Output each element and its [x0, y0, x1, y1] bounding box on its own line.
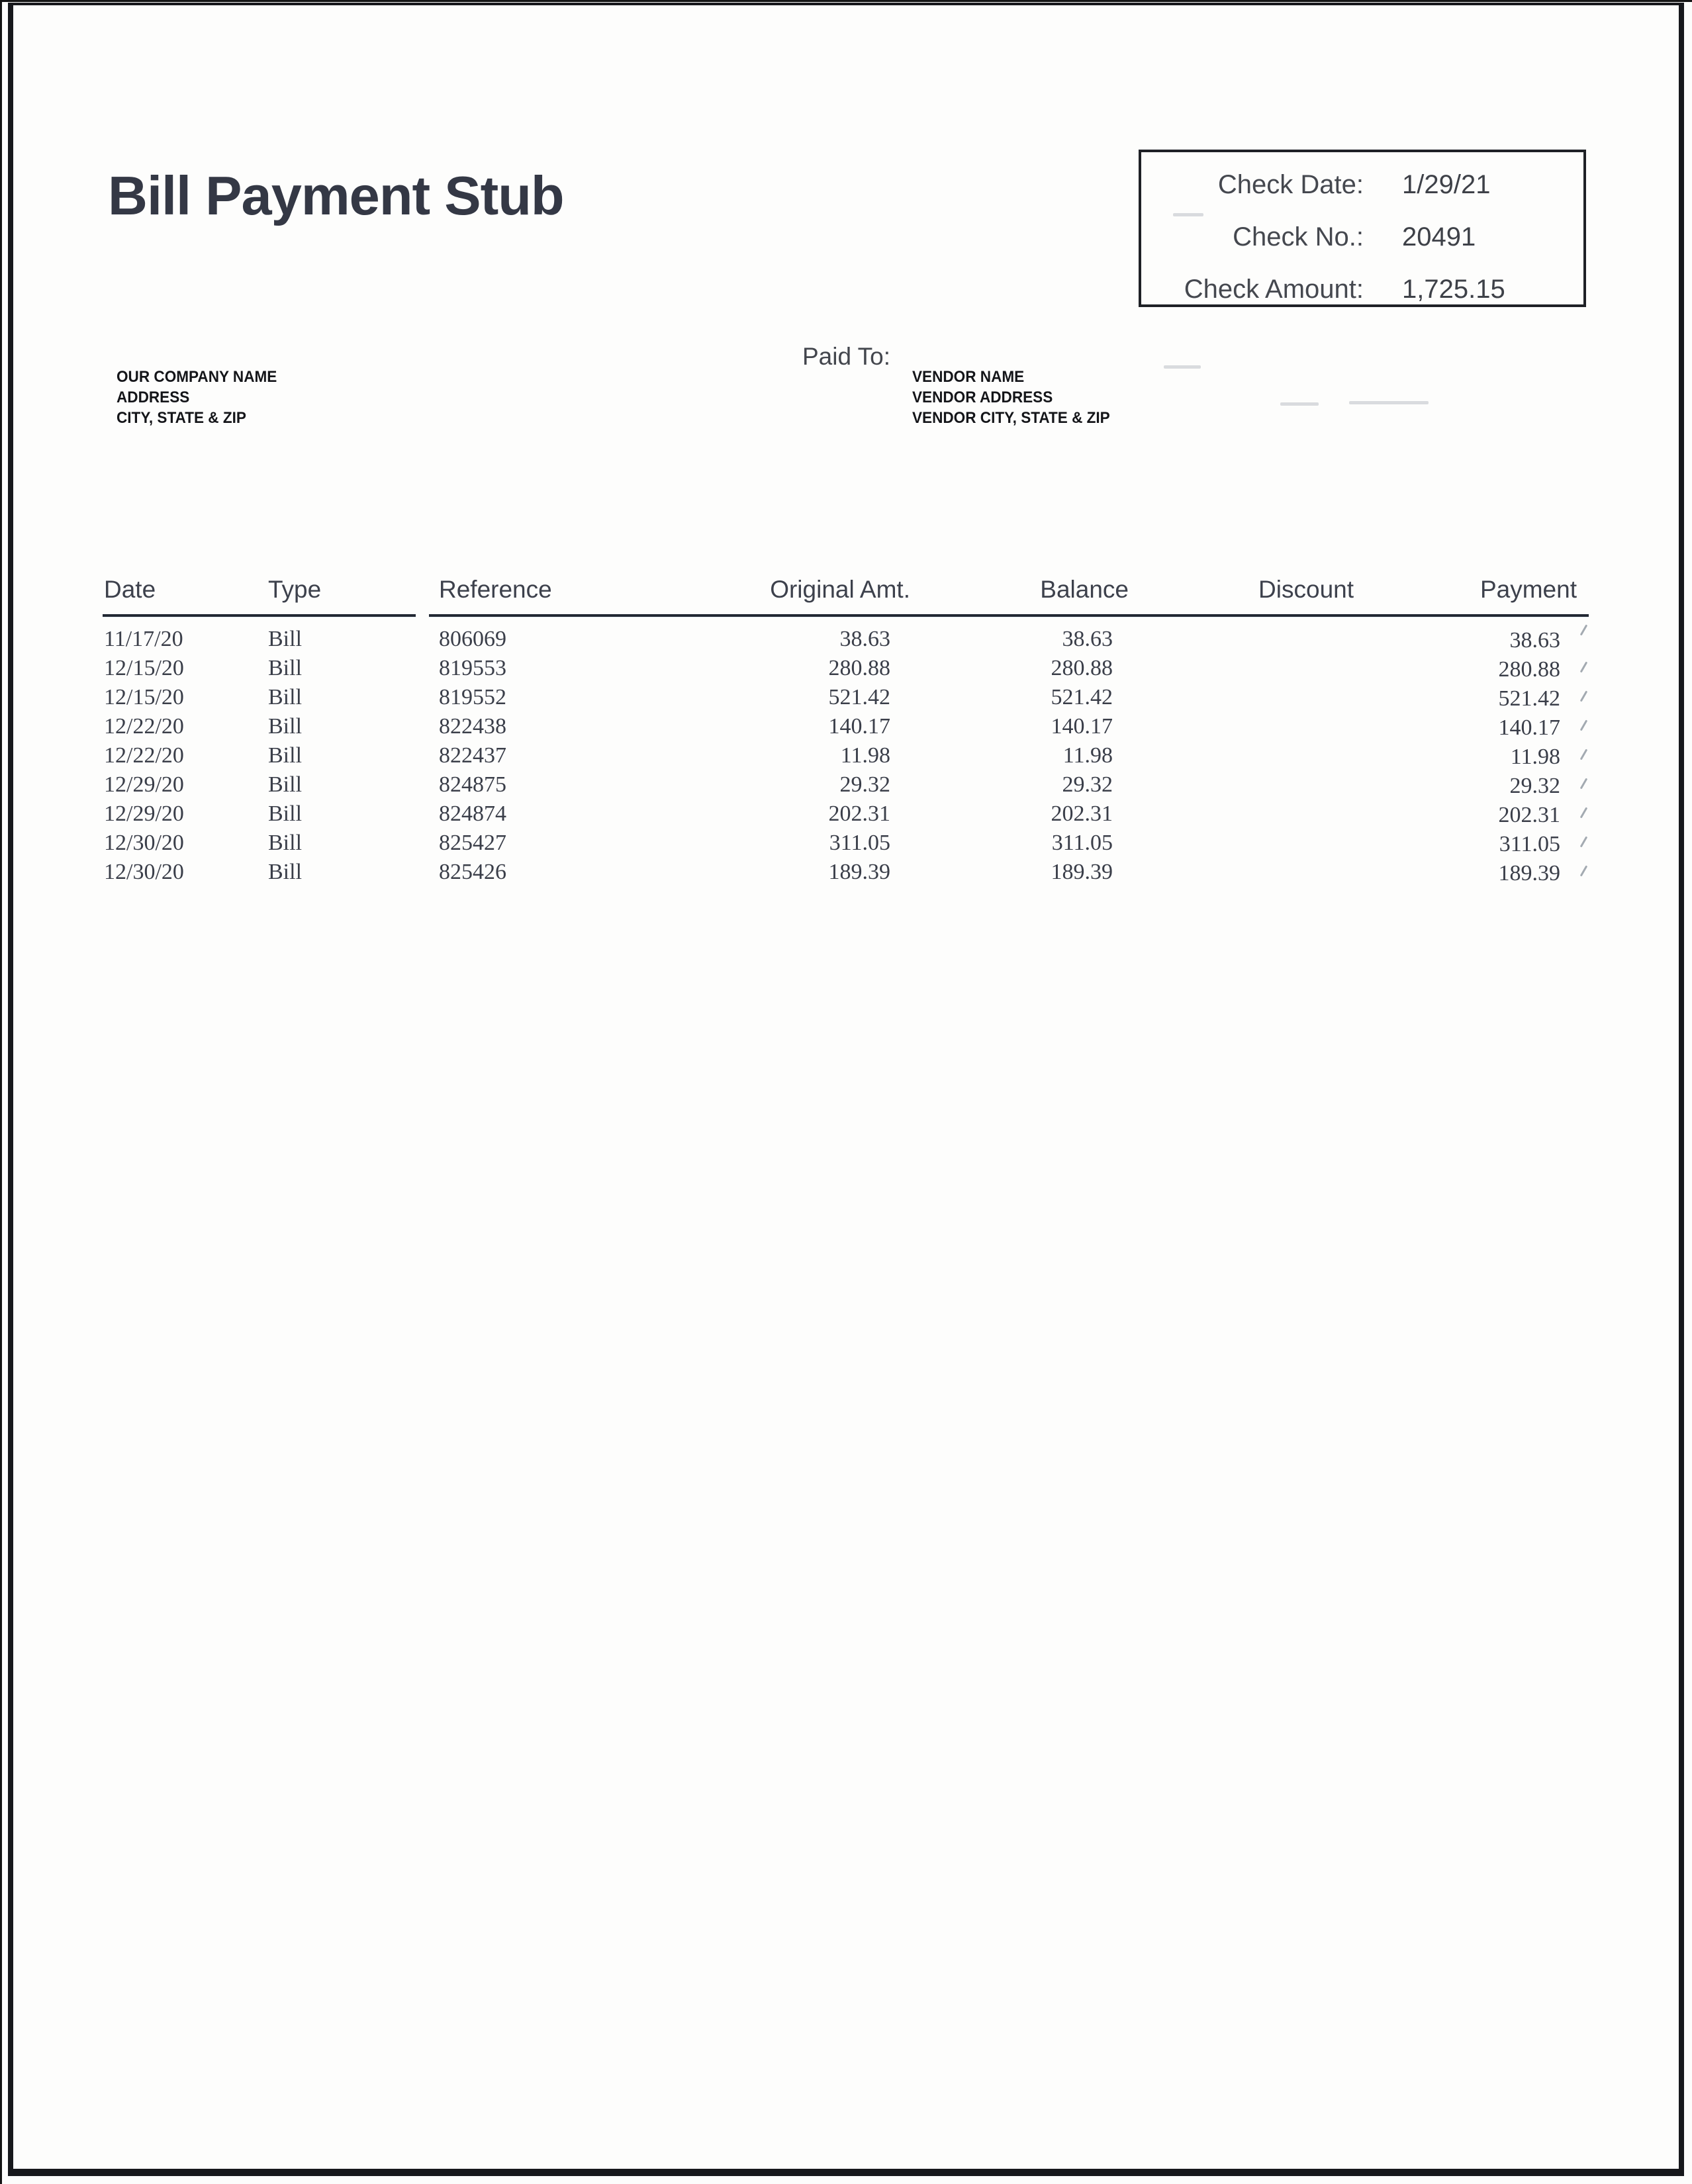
table-row — [103, 770, 1589, 799]
pen-checkmark-icon — [1580, 661, 1588, 672]
cell-discount — [1129, 654, 1360, 683]
cell-balance: 189.39 — [1051, 860, 1113, 884]
cell-payment: 140.17 — [1360, 713, 1589, 743]
cell-original_amt: 280.88 — [828, 656, 890, 680]
table-row — [103, 654, 1589, 683]
scan-artifact — [1173, 213, 1203, 216]
payments-table — [103, 567, 1589, 887]
cell-reference: 825427 — [439, 831, 506, 855]
cell-spacer — [416, 615, 429, 654]
page-title: Bill Payment Stub — [108, 165, 564, 226]
cell-discount — [1129, 829, 1360, 858]
table-row — [103, 858, 1589, 887]
cell-type: Bill — [268, 831, 303, 855]
check-number-row — [1141, 211, 1583, 263]
scan-edge-line — [0, 0, 1692, 2]
vendor-city-state-zip: VENDOR CITY, STATE & ZIP — [912, 409, 1110, 427]
cell-balance: 29.32 — [1062, 772, 1113, 797]
check-amount-row — [1141, 263, 1583, 316]
cell-spacer — [416, 770, 429, 799]
cell-spacer — [416, 858, 429, 887]
table-row — [103, 615, 1589, 654]
check-date-label: Check Date: — [1217, 170, 1364, 199]
cell-balance: 140.17 — [1051, 714, 1113, 739]
table-row — [103, 799, 1589, 829]
cell-date: 12/30/20 — [104, 860, 184, 884]
paid-to-label: Paid To: — [802, 343, 891, 370]
page-border — [8, 3, 1684, 2176]
cell-spacer — [416, 799, 429, 829]
table-row — [103, 712, 1589, 741]
cell-date: 12/22/20 — [104, 714, 184, 739]
cell-original_amt: 38.63 — [839, 627, 890, 651]
check-date-row — [1141, 159, 1583, 211]
cell-payment: 29.32 — [1360, 772, 1589, 801]
column-header-original_amt: Original Amt. — [761, 567, 910, 615]
cell-spacer — [416, 654, 429, 683]
cell-discount — [1129, 683, 1360, 712]
vendor-address: VENDOR ADDRESS — [912, 388, 1053, 406]
cell-spacer — [416, 741, 429, 770]
scan-artifact — [1280, 402, 1319, 406]
cell-reference: 822438 — [439, 714, 506, 739]
column-header-balance: Balance — [910, 567, 1129, 615]
payments-table-head — [103, 567, 1589, 615]
scan-edge-line — [0, 0, 2, 2184]
cell-spacer — [416, 683, 429, 712]
cell-type: Bill — [268, 627, 303, 651]
vendor-name: VENDOR NAME — [912, 368, 1025, 386]
payer-name: OUR COMPANY NAME — [117, 368, 277, 386]
cell-reference: 824874 — [439, 801, 506, 826]
cell-original_amt: 189.39 — [828, 860, 890, 884]
pen-checkmark-icon — [1580, 836, 1588, 847]
cell-balance: 38.63 — [1062, 627, 1113, 651]
column-header-date: Date — [103, 567, 268, 615]
column-header-type: Type — [268, 567, 416, 615]
cell-balance: 280.88 — [1051, 656, 1113, 680]
column-header-reference: Reference — [429, 567, 761, 615]
cell-payment: 189.39 — [1360, 859, 1589, 888]
cell-spacer — [416, 829, 429, 858]
check-number-value: 20491 — [1402, 222, 1476, 251]
cell-discount — [1129, 615, 1360, 654]
check-amount-label: Check Amount: — [1184, 275, 1364, 304]
cell-date: 12/29/20 — [104, 772, 184, 797]
cell-payment: 202.31 — [1360, 801, 1589, 830]
column-header-discount: Discount — [1129, 567, 1360, 615]
scan-artifact — [1349, 401, 1429, 404]
check-info-box — [1139, 150, 1586, 307]
cell-original_amt: 202.31 — [828, 801, 890, 826]
cell-original_amt: 11.98 — [840, 743, 890, 768]
pen-checkmark-icon — [1580, 624, 1588, 635]
cell-original_amt: 311.05 — [829, 831, 890, 855]
payer-city-state-zip: CITY, STATE & ZIP — [117, 409, 246, 427]
cell-original_amt: 29.32 — [839, 772, 890, 797]
payer-address: ADDRESS — [117, 388, 190, 406]
cell-spacer — [416, 712, 429, 741]
cell-balance: 311.05 — [1051, 831, 1113, 855]
cell-type: Bill — [268, 656, 303, 680]
cell-date: 12/22/20 — [104, 743, 184, 768]
cell-payment: 11.98 — [1360, 743, 1589, 772]
cell-discount — [1129, 712, 1360, 741]
pen-checkmark-icon — [1580, 778, 1588, 789]
scan-artifact — [1164, 365, 1201, 369]
header-row — [103, 567, 1589, 615]
payments-table-body — [103, 615, 1589, 887]
cell-payment: 521.42 — [1360, 684, 1589, 713]
cell-reference: 819552 — [439, 685, 506, 709]
table-row — [103, 829, 1589, 858]
cell-reference: 825426 — [439, 860, 506, 884]
cell-original_amt: 521.42 — [828, 685, 890, 709]
cell-original_amt: 140.17 — [828, 714, 890, 739]
pen-checkmark-icon — [1580, 749, 1588, 760]
cell-balance: 521.42 — [1051, 685, 1113, 709]
cell-date: 11/17/20 — [104, 627, 183, 651]
cell-date: 12/29/20 — [104, 801, 184, 826]
cell-reference: 806069 — [439, 627, 506, 651]
table-row — [103, 683, 1589, 712]
cell-balance: 202.31 — [1051, 801, 1113, 826]
cell-payment: 38.63 — [1360, 617, 1589, 655]
check-amount-value: 1,725.15 — [1402, 275, 1505, 304]
cell-discount — [1129, 741, 1360, 770]
cell-discount — [1129, 858, 1360, 887]
cell-reference: 822437 — [439, 743, 506, 768]
pen-checkmark-icon — [1580, 807, 1588, 818]
cell-payment: 311.05 — [1360, 830, 1589, 859]
cell-type: Bill — [268, 685, 303, 709]
payer-address-block — [117, 367, 277, 428]
cell-date: 12/30/20 — [104, 831, 184, 855]
check-number-label: Check No.: — [1233, 222, 1364, 251]
header-rule-gap — [416, 567, 429, 615]
cell-date: 12/15/20 — [104, 656, 184, 680]
cell-type: Bill — [268, 772, 303, 797]
cell-type: Bill — [268, 860, 303, 884]
cell-reference: 824875 — [439, 772, 506, 797]
vendor-address-block — [912, 367, 1110, 428]
cell-type: Bill — [268, 743, 303, 768]
cell-discount — [1129, 799, 1360, 829]
table-row — [103, 741, 1589, 770]
cell-payment: 280.88 — [1360, 655, 1589, 684]
cell-type: Bill — [268, 714, 303, 739]
cell-discount — [1129, 770, 1360, 799]
pen-checkmark-icon — [1580, 865, 1588, 876]
pen-checkmark-icon — [1580, 690, 1588, 702]
cell-balance: 11.98 — [1062, 743, 1113, 768]
column-header-payment: Payment — [1360, 567, 1589, 615]
cell-type: Bill — [268, 801, 303, 826]
pen-checkmark-icon — [1580, 719, 1588, 731]
check-date-value: 1/29/21 — [1402, 170, 1491, 199]
cell-date: 12/15/20 — [104, 685, 184, 709]
cell-reference: 819553 — [439, 656, 506, 680]
